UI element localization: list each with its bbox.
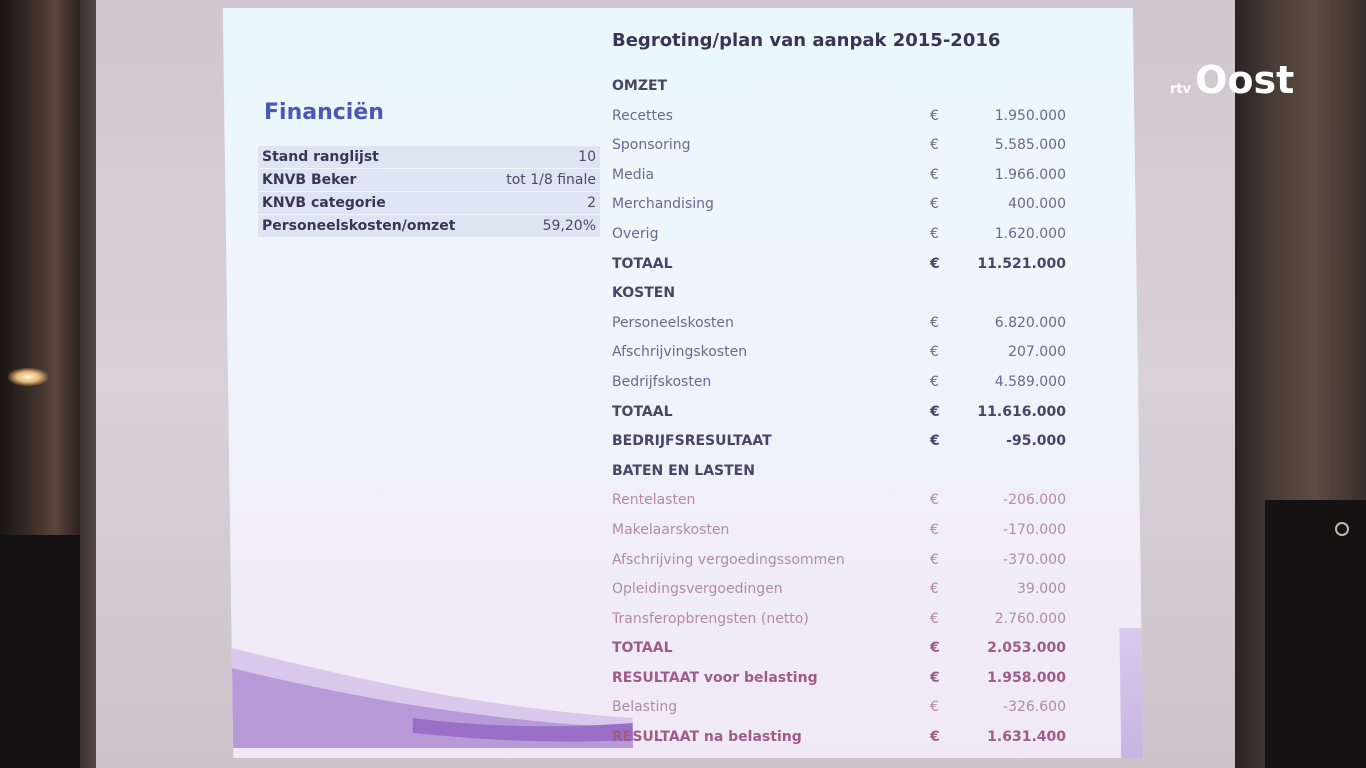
budget-row-currency: € [930, 225, 939, 242]
stat-row [258, 169, 600, 191]
budget-row [612, 546, 1072, 576]
budget-row-label: Merchandising [612, 196, 714, 213]
wall-light [8, 368, 48, 386]
room-left-wall [0, 0, 80, 768]
budget-row-currency: € [930, 166, 939, 183]
budget-row-amount: 1.950.000 [994, 107, 1066, 124]
budget-table [612, 72, 1072, 753]
budget-row-currency: € [930, 433, 940, 450]
stat-value: tot 1/8 finale [506, 172, 596, 188]
budget-row [612, 102, 1072, 132]
budget-row-amount: -370.000 [1003, 551, 1066, 568]
budget-row [612, 664, 1072, 694]
budget-row [612, 190, 1072, 220]
budget-row-label: TOTAAL [612, 640, 673, 657]
budget-row-currency: € [930, 669, 940, 686]
budget-row-label: Transferopbrengsten (netto) [612, 610, 809, 627]
budget-row-amount: 11.616.000 [977, 403, 1066, 420]
budget-row-amount: 6.820.000 [994, 314, 1066, 331]
room-left-dark-area [0, 535, 80, 768]
logo-oost: Oost [1195, 58, 1295, 102]
budget-row-amount: 400.000 [1008, 196, 1066, 213]
budget-row-amount: 1.620.000 [994, 225, 1066, 242]
budget-row-currency: € [930, 314, 939, 331]
budget-row [612, 309, 1072, 339]
stat-label: Personeelskosten/omzet [262, 218, 456, 234]
budget-row-amount: 207.000 [1008, 344, 1066, 361]
budget-row-currency: € [930, 551, 939, 568]
budget-row-label: Overig [612, 225, 659, 242]
room-right-dark-area [1265, 500, 1366, 768]
budget-title: Begroting/plan van aanpak 2015-2016 [612, 30, 1001, 51]
budget-row-label: TOTAAL [612, 403, 673, 420]
budget-row-currency: € [930, 196, 939, 213]
budget-row-currency: € [930, 373, 939, 390]
budget-row-label: Media [612, 166, 655, 183]
budget-row-label: KOSTEN [612, 285, 676, 302]
budget-row-currency: € [930, 107, 939, 124]
budget-row-label: Belasting [612, 699, 678, 716]
budget-row [612, 516, 1072, 546]
budget-row-amount: 11.521.000 [977, 255, 1066, 272]
budget-row-amount: -170.000 [1003, 521, 1066, 538]
budget-row-label: Opleidingsvergoedingen [612, 581, 783, 598]
budget-row-label: BATEN EN LASTEN [612, 462, 755, 479]
budget-row [612, 250, 1072, 280]
budget-row [612, 161, 1072, 191]
stat-value: 2 [587, 195, 596, 211]
budget-row [612, 131, 1072, 161]
budget-row [612, 72, 1072, 102]
budget-row-label: Sponsoring [612, 137, 691, 154]
stat-row [258, 215, 600, 237]
budget-row-currency: € [930, 581, 939, 598]
budget-row-currency: € [930, 137, 939, 154]
logo-rtv: rtv [1170, 82, 1192, 97]
budget-row-amount: 2.760.000 [994, 610, 1066, 627]
budget-row-amount: -206.000 [1003, 492, 1066, 509]
slide-edge-decoration [1119, 628, 1143, 758]
rtv-oost-logo [1170, 58, 1294, 102]
stat-label: KNVB categorie [262, 195, 386, 211]
wall-socket [1335, 522, 1349, 536]
stats-table [258, 146, 600, 238]
budget-row-label: Rentelasten [612, 492, 696, 509]
budget-row [612, 368, 1072, 398]
budget-row [612, 634, 1072, 664]
budget-row-currency: € [930, 492, 939, 509]
budget-row-currency: € [930, 344, 939, 361]
budget-row-label: RESULTAAT na belasting [612, 729, 802, 746]
budget-row-currency: € [930, 255, 940, 272]
budget-row-label: Personeelskosten [612, 314, 734, 331]
budget-row-amount: -95.000 [1006, 433, 1066, 450]
budget-row [612, 279, 1072, 309]
budget-row-amount: 1.631.400 [987, 729, 1066, 746]
budget-row [612, 457, 1072, 487]
budget-row-amount: 2.053.000 [987, 640, 1066, 657]
budget-row [612, 427, 1072, 457]
budget-row-currency: € [930, 403, 940, 420]
stat-value: 10 [578, 149, 596, 165]
budget-row-label: Afschrijvingskosten [612, 344, 748, 361]
budget-row [612, 338, 1072, 368]
budget-row [612, 486, 1072, 516]
budget-row-label: RESULTAAT voor belasting [612, 669, 818, 686]
stat-label: Stand ranglijst [262, 149, 379, 165]
budget-row-label: OMZET [612, 78, 668, 94]
stat-value: 59,20% [542, 218, 596, 234]
budget-row-currency: € [930, 610, 939, 627]
budget-row-label: Afschrijving vergoedingssommen [612, 551, 845, 568]
budget-row-label: BEDRIJFSRESULTAAT [612, 433, 772, 450]
stat-row [258, 146, 600, 168]
budget-row [612, 220, 1072, 250]
budget-row-amount: -326.600 [1003, 699, 1066, 716]
budget-row [612, 575, 1072, 605]
stat-label: KNVB Beker [262, 172, 357, 188]
budget-row-amount: 5.585.000 [994, 137, 1066, 154]
slide-wave-decoration [232, 648, 633, 748]
budget-row-currency: € [930, 521, 939, 538]
budget-row-amount: 39.000 [1017, 581, 1066, 598]
budget-row-label: Recettes [612, 107, 673, 124]
room-right-wall [1235, 0, 1366, 768]
budget-row-currency: € [930, 699, 939, 716]
budget-row-amount: 4.589.000 [994, 373, 1066, 390]
budget-row-amount: 1.958.000 [987, 669, 1066, 686]
budget-row-label: TOTAAL [612, 255, 673, 272]
budget-row-currency: € [930, 729, 940, 746]
budget-row-amount: 1.966.000 [994, 166, 1066, 183]
budget-row-label: Makelaarskosten [612, 521, 730, 538]
budget-row [612, 605, 1072, 635]
budget-row [612, 723, 1072, 753]
budget-row-label: Bedrijfskosten [612, 373, 712, 390]
budget-row [612, 693, 1072, 723]
stat-row [258, 192, 600, 214]
budget-row-currency: € [930, 640, 940, 657]
financien-title: Financiën [264, 100, 384, 125]
budget-row [612, 398, 1072, 428]
